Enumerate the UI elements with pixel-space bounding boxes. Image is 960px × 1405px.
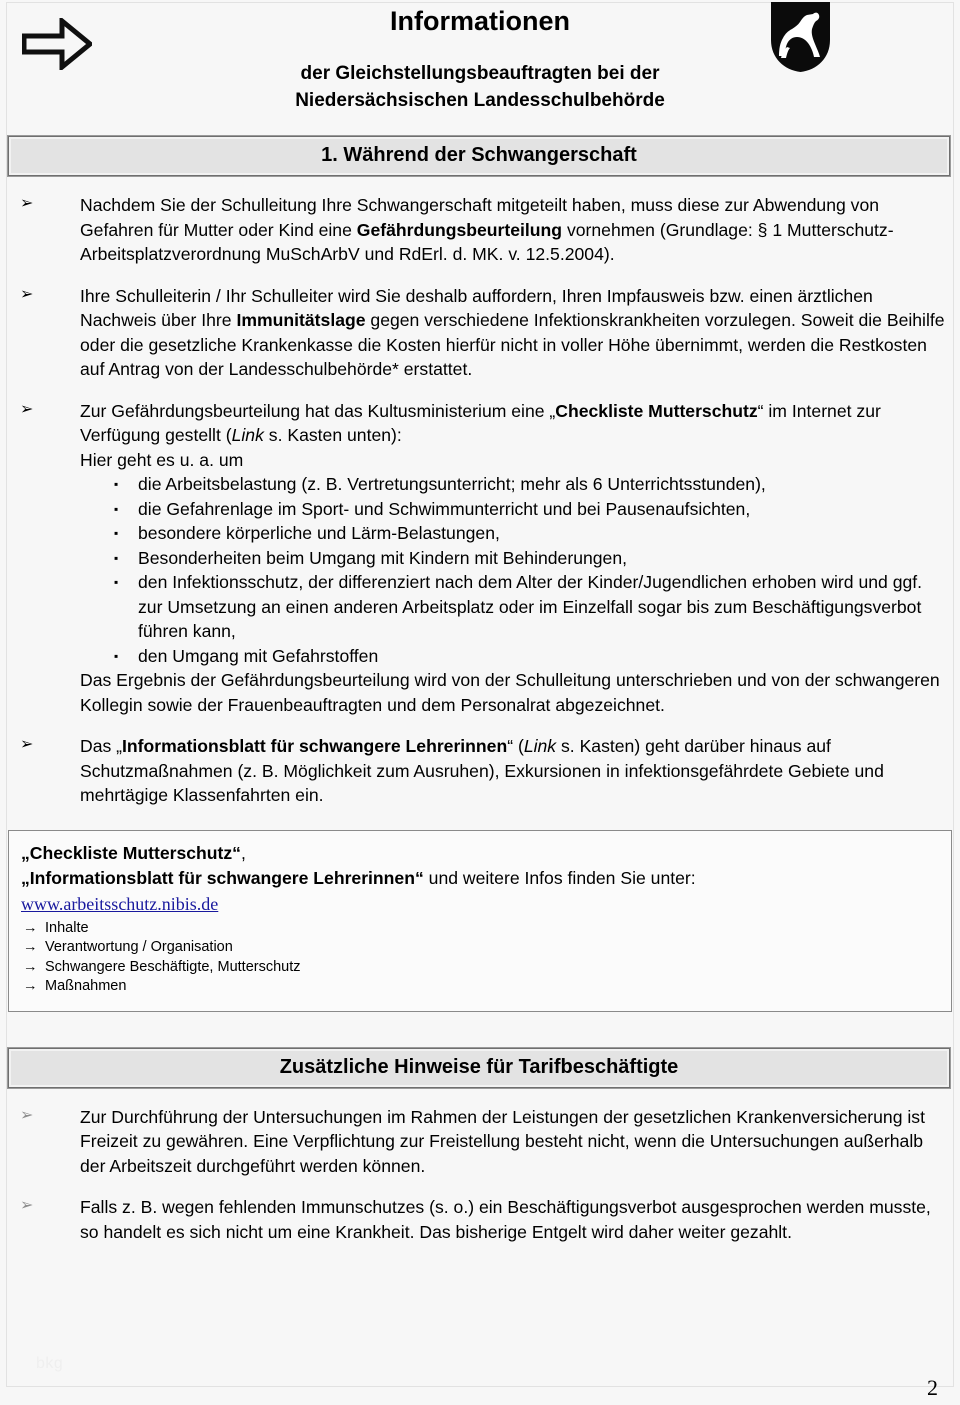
document-subtitle (0, 60, 960, 114)
arrow-bullet-icon: ➢ (20, 285, 34, 303)
sublist-item-label: die Gefahrenlage im Sport- und Schwimmunterricht und bei Pausenaufsichten, (138, 498, 751, 519)
square-bullet-icon: ▪ (114, 501, 119, 516)
square-bullet-icon: ▪ (114, 477, 119, 491)
infoblatt-pre: Das „ (80, 736, 123, 756)
checkliste-sublist (80, 472, 946, 668)
informationsblatt-text (80, 734, 946, 808)
bullet-item (14, 193, 946, 267)
nav-path-item (21, 958, 939, 978)
checkliste-italic: Link (231, 425, 264, 445)
nav-path-label: Inhalte (45, 919, 89, 936)
page-number: 2 (927, 1375, 938, 1400)
bullet-text (80, 284, 946, 382)
watermark: bkg (36, 1355, 64, 1372)
nav-path-label: Schwangere Beschäftigte, Mutterschutz (45, 958, 301, 975)
sublist-item (112, 570, 946, 644)
bullet-text: Falls z. B. wegen fehlenden Immunschutzes (s. o.) ein Beschäftigungsverbot ausgesprochen werden musste, so handelt es sich nicht um eine Krankheit. Das bisherige Entgelt wird daher weiter gezahlt. (80, 1197, 931, 1242)
nav-path-item (21, 938, 939, 958)
document-header (0, 0, 960, 128)
bullet-text-bold: Immunitätslage (236, 310, 366, 330)
infoblatt-italic: Link (523, 736, 557, 756)
section-2-content (0, 1105, 960, 1245)
arrow-bullet-icon: ➢ (20, 1106, 34, 1124)
square-bullet-icon: ▪ (114, 550, 119, 565)
resources-line-2-rest: und weitere Infos finden Sie unter: (423, 867, 696, 888)
sublist-item (112, 644, 946, 669)
infoblatt-mid: “ ( (507, 736, 524, 756)
bullet-item (14, 1105, 946, 1179)
sublist-item-label: die Arbeitsbelastung (z. B. Vertretungsunterricht; mehr als 6 Unterrichtsstunden), (138, 474, 766, 494)
bullet-text-post: gegen verschiedene Infektionskrankheiten vorzulegen. Soweit die Beihilfe oder die gesetzliche Krankenkasse die Kosten hierfür nicht in voller Höhe übernimmt, werden die Restkosten auf Antrag von der Landesschulbehörde* erstattet. (80, 310, 945, 379)
arbeitsschutz-nibis-link[interactable]: www.arbeitsschutz.nibis.de (21, 893, 219, 914)
nav-path-label: Maßnahmen (45, 978, 127, 994)
bullet-item-checkliste (14, 399, 946, 718)
resources-line-2 (21, 866, 939, 891)
resources-infoblatt-title: „Informationsblatt für schwangere Lehrerinnen“ (21, 867, 424, 888)
bullet-item (14, 284, 946, 382)
sublist-item-label: den Infektionsschutz, der differenziert nach dem Alter der Kinder/Jugendlichen erhoben wird und ggf. zur Umsetzung an einen anderen Arbeitsplatz oder im Einzelfall sogar bis zum Beschäftigungsverbot führen kann, (138, 572, 923, 641)
document-title: Informationen (390, 6, 570, 36)
square-bullet-icon: ▪ (114, 575, 119, 589)
right-arrow-small-icon: → (23, 919, 38, 936)
section-heading-tarifbeschaeftigte: Zusätzliche Hinweise für Tarifbeschäftigte (8, 1048, 950, 1088)
arrow-bullet-icon: ➢ (20, 736, 34, 753)
bullet-item (14, 1195, 946, 1244)
sublist-item (112, 546, 946, 571)
infoblatt-bold: Informationsblatt für schwangere Lehrerinnen (122, 736, 508, 756)
arrow-bullet-icon: ➢ (20, 400, 34, 418)
arrow-bullet-icon: ➢ (20, 1197, 34, 1214)
bullet-text-bold: Gefährdungsbeurteilung (356, 219, 563, 240)
checkliste-bold: Checkliste Mutterschutz (555, 400, 758, 421)
bullet-text (80, 193, 946, 267)
checkliste-lead-in: Hier geht es u. a. um (80, 449, 244, 470)
header-title-group (0, 4, 960, 114)
bullet-text: Zur Durchführung der Untersuchungen im Rahmen der Leistungen der gesetzlichen Krankenversicherung ist Freizeit zu gewähren. Eine Verpflichtung zur Freistellung besteht nicht, wenn die Untersuchungen außerhalb der Arbeitszeit durchgeführt werden können. (80, 1106, 925, 1176)
sublist-item-label: besondere körperliche und Lärm-Belastungen, (138, 523, 500, 543)
sublist-item-label: Besonderheiten beim Umgang mit Kindern mit Behinderungen, (138, 547, 627, 568)
nav-path-item (21, 919, 939, 939)
right-arrow-small-icon: → (23, 958, 38, 975)
section-heading-schwangerschaft: 1. Während der Schwangerschaft (8, 136, 950, 176)
nav-path-item (21, 977, 939, 997)
resources-line-1 (21, 841, 939, 866)
checkliste-post: s. Kasten unten): (263, 425, 402, 445)
bullet-text-pre: Ihre Schulleiterin / Ihr Schulleiter wird Sie deshalb auffordern, Ihren Impfausweis bzw. einen ärztlichen Nachweis über Ihre (80, 285, 873, 330)
checkliste-intro (80, 399, 946, 448)
sublist-item (112, 472, 946, 497)
checkliste-pre: Zur Gefährdungsbeurteilung hat das Kultusministerium eine „ (80, 400, 556, 421)
nav-path-label: Verantwortung / Organisation (45, 939, 233, 955)
subtitle-line-2: Niedersächsischen Landesschulbehörde (295, 90, 665, 111)
right-arrow-small-icon: → (23, 978, 38, 994)
resources-nav-path (21, 919, 939, 997)
bullet-text-pre: Nachdem Sie der Schulleitung Ihre Schwangerschaft mitgeteilt haben, muss diese zur Abwendung von Gefahren für Mutter oder Kind eine (80, 195, 880, 240)
checkliste-closing: Das Ergebnis der Gefährdungsbeurteilung wird von der Schulleitung unterschrieben und von der schwangeren Kollegin sowie der Frauenbeauftragten und dem Personalrat abgezeichnet. (80, 670, 940, 715)
square-bullet-icon: ▪ (114, 526, 119, 540)
sublist-item (112, 521, 946, 546)
bullet-text-post: vornehmen (Grundlage: § 1 Mutterschutz-Arbeitsplatzverordnung MuSchArbV und RdErl. d. MK. v. 12.5.2004). (80, 219, 894, 264)
right-arrow-small-icon: → (23, 939, 38, 955)
resources-checkliste-title: „Checkliste Mutterschutz“ (21, 842, 241, 863)
resources-line-1-rest: , (240, 842, 246, 863)
infoblatt-post: s. Kasten) geht darüber hinaus auf Schutzmaßnahmen (z. B. Möglichkeit zum Ausruhen), Exkursionen in infektionsgefährdete Gebiete und mehrtägige Klassenfahrten ein. (80, 736, 884, 805)
subtitle-line-1: der Gleichstellungsbeauftragten bei der (300, 63, 660, 84)
resources-box (8, 830, 952, 1012)
section-1-content (0, 193, 960, 808)
square-bullet-icon: ▪ (114, 648, 119, 663)
sublist-item-label: den Umgang mit Gefahrstoffen (138, 645, 379, 666)
spacer (0, 1012, 960, 1048)
checkliste-mid: “ im Internet zur Verfügung gestellt ( (80, 400, 881, 445)
arrow-bullet-icon: ➢ (20, 195, 34, 212)
sublist-item (112, 497, 946, 522)
bullet-item-informationsblatt (14, 734, 946, 808)
